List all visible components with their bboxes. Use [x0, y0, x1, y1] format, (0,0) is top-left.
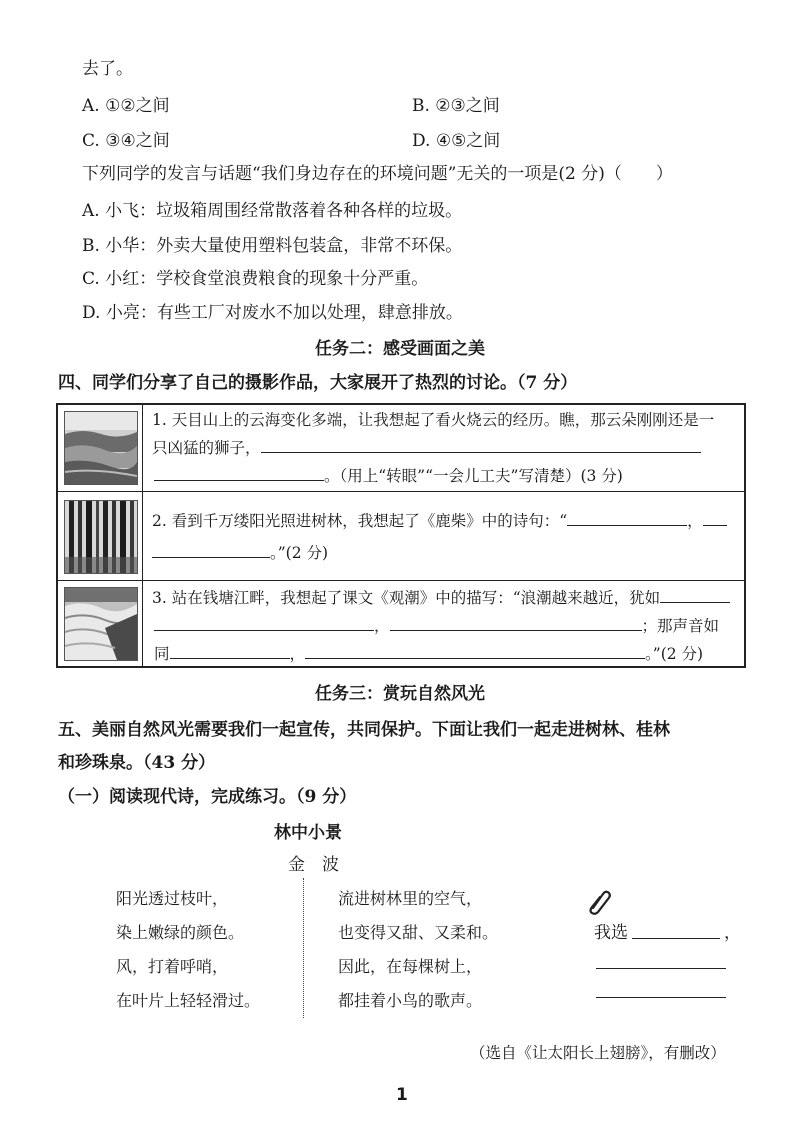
answer-blank[interactable] [596, 968, 726, 969]
poem-column-divider [303, 878, 304, 1018]
task3-subheading: （一）阅读现代诗，完成练习。（9 分） [58, 787, 357, 807]
choice-a: A. 小飞：垃圾箱周围经常散落着各种各样的垃圾。 [82, 201, 463, 221]
row2-line2-text: 。”(2 分) [270, 544, 329, 562]
row3-line1 [152, 587, 730, 609]
choice-d: D. 小亮：有些工厂对废水不加以处理，肆意排放。 [82, 303, 463, 323]
row2-line1a: 2. 看到千万缕阳光照进树林，我想起了《鹿柴》中的诗句：“ [152, 512, 568, 530]
answer-blank[interactable] [703, 511, 727, 526]
answer-blank[interactable] [305, 644, 645, 659]
answer-blank[interactable] [154, 616, 374, 631]
row3-line1-text: 3. 站在钱塘江畔，我想起了课文《观潮》中的描写：“浪潮越来越近，犹如 [152, 589, 661, 607]
option-a: A. ①②之间 [82, 96, 170, 116]
tide-photo [64, 587, 138, 661]
select-comma: ， [724, 923, 741, 943]
answer-blank[interactable] [596, 997, 726, 998]
row1-line3 [154, 465, 623, 487]
answer-blank[interactable] [261, 438, 701, 453]
row3-line2-end: ；那声音如 [641, 617, 720, 635]
row3-line2 [154, 615, 719, 637]
option-c: C. ③④之间 [82, 131, 170, 151]
row3-line3b: ， [289, 645, 306, 663]
answer-blank[interactable] [154, 466, 324, 481]
answer-blank[interactable] [390, 616, 642, 631]
paperclip-icon [584, 886, 614, 920]
option-d: D. ④⑤之间 [412, 131, 501, 151]
row2-line2 [152, 542, 328, 564]
row3-line3a: 同 [154, 645, 170, 663]
task3-heading-line2: 和珍珠泉。（43 分） [58, 753, 216, 773]
table-row [58, 492, 744, 581]
poem-source: （选自《让太阳长上翅膀》，有删改） [470, 1044, 726, 1062]
row1-line2 [152, 437, 701, 459]
row1-line1: 1. 天目山上的云海变化多端，让我想起了看火烧云的经历。瞧，那云朵刚刚还是一 [152, 411, 715, 429]
poem-author: 金 波 [288, 855, 339, 875]
answer-blank[interactable] [660, 588, 730, 603]
poem-right-column [338, 882, 498, 1018]
continuation-text: 去了。 [82, 59, 133, 79]
answer-blank[interactable] [170, 644, 290, 659]
task2-heading: 四、同学们分享了自己的摄影作品，大家展开了热烈的讨论。（7 分） [58, 373, 578, 393]
poem-line: 染上嫩绿的颜色。 [116, 923, 245, 942]
option-b: B. ②③之间 [412, 96, 500, 116]
poem-left-column [116, 882, 260, 1018]
row1-line3-text: 。（用上“转眼”“一会儿工夫”写清楚）(3 分) [324, 467, 623, 485]
table-row [58, 581, 744, 666]
poem-title: 林中小景 [274, 823, 342, 843]
answer-blank[interactable] [632, 938, 720, 939]
poem-line: 也变得又甜、又柔和。 [338, 923, 499, 942]
task3-heading-line1: 五、美丽自然风光需要我们一起宣传，共同保护。下面让我们一起走进树林、桂林 [58, 720, 670, 740]
row1-line2-text: 只凶猛的狮子， [152, 439, 261, 457]
poem-line: 在叶片上轻轻滑过。 [116, 991, 261, 1010]
poem-line: 风，打着呼哨， [116, 957, 229, 976]
choice-b: B. 小华：外卖大量使用塑料包装盒，非常不环保。 [82, 236, 463, 256]
row3-line3-end: 。”(2 分) [645, 645, 704, 663]
cloud-sea-photo [64, 411, 138, 485]
select-label: 我选 [594, 923, 628, 943]
answer-blank[interactable] [152, 543, 270, 558]
task3-title: 任务三：赏玩自然风光 [315, 684, 485, 704]
page-number: 1 [396, 1085, 408, 1105]
forest-photo [64, 500, 138, 574]
poem-line: 流进树林里的空气， [338, 889, 483, 908]
question-text: 下列同学的发言与话题“我们身边存在的环境问题”无关的一项是(2 分)（ ） [82, 164, 673, 184]
photo-table [56, 403, 746, 668]
table-row [58, 405, 744, 492]
poem-line: 阳光透过枝叶， [116, 889, 229, 908]
poem-line: 因此，在每棵树上， [338, 957, 483, 976]
row3-line2-mid: ， [374, 617, 390, 635]
poem-line: 都挂着小鸟的歌声。 [338, 991, 483, 1010]
row2-line1 [152, 510, 727, 532]
row2-line1b: ， [687, 512, 703, 530]
answer-blank[interactable] [567, 511, 687, 526]
row3-line3 [154, 643, 703, 665]
task2-title: 任务二：感受画面之美 [315, 339, 485, 359]
choice-c: C. 小红：学校食堂浪费粮食的现象十分严重。 [82, 269, 429, 289]
